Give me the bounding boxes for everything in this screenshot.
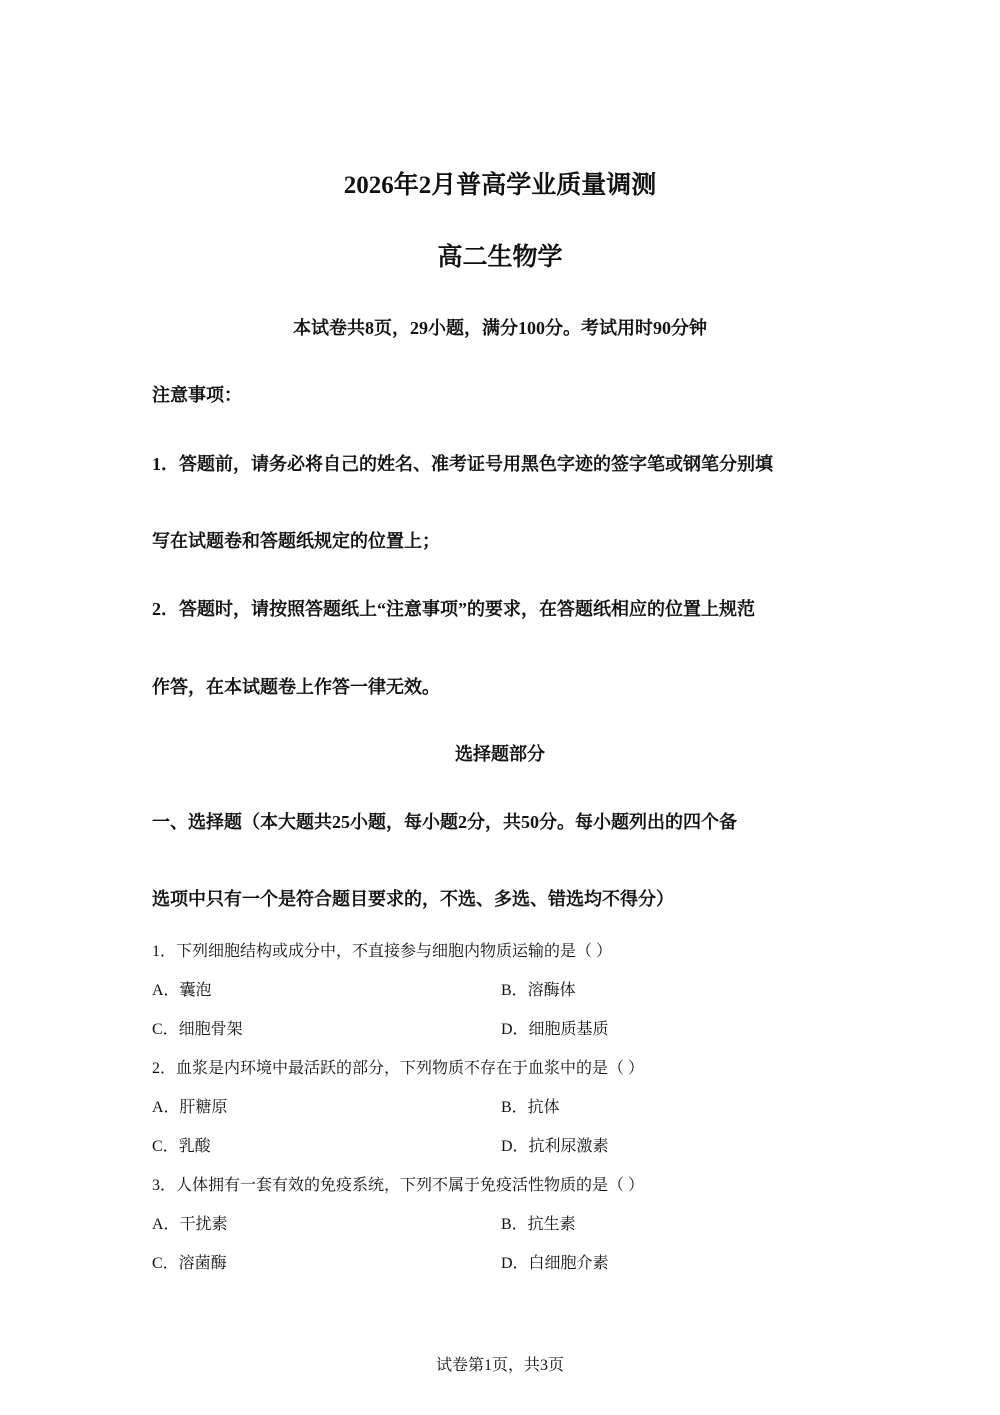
question-option: A．干扰素: [152, 1216, 228, 1233]
question-stem: 2．血浆是内环境中最活跃的部分，下列物质不存在于血浆中的是（ ）: [152, 1060, 645, 1077]
question-stem: 1．下列细胞结构或成分中，不直接参与细胞内物质运输的是（ ）: [152, 943, 613, 960]
question-option: A．囊泡: [152, 982, 212, 999]
question-option: D．白细胞介素: [501, 1255, 609, 1272]
page-footer: 试卷第1页，共3页: [435, 1357, 564, 1374]
exam-title: 2026年2月普高学业质量调测: [343, 172, 657, 199]
section-part-title: 选择题部分: [455, 744, 545, 764]
question-option: C．乳酸: [152, 1138, 211, 1155]
notice-line: 1．答题前，请务必将自己的姓名、准考证号用黑色字迹的签字笔或钢笔分别填: [152, 454, 773, 474]
question-stem: 3．人体拥有一套有效的免疫系统，下列不属于免疫活性物质的是（ ）: [152, 1177, 645, 1194]
section-heading-line: 一、选择题（本大题共25小题，每小题2分，共50分。每小题列出的四个备: [152, 812, 737, 832]
notice-line: 作答，在本试题卷上作答一律无效。: [152, 677, 440, 697]
question-option: B．抗体: [501, 1099, 560, 1116]
question-option: B．抗生素: [501, 1216, 576, 1233]
section-heading-line: 选项中只有一个是符合题目要求的，不选、多选、错选均不得分）: [152, 889, 674, 909]
question-option: C．细胞骨架: [152, 1021, 243, 1038]
notice-line: 写在试题卷和答题纸规定的位置上；: [152, 531, 440, 551]
notice-heading: 注意事项：: [152, 385, 242, 405]
question-option: D．细胞质基质: [501, 1021, 609, 1038]
question-option: D．抗利尿激素: [501, 1138, 609, 1155]
exam-subject: 高二生物学: [437, 244, 563, 271]
question-option: B．溶酶体: [501, 982, 576, 999]
question-option: C．溶菌酶: [152, 1255, 227, 1272]
notice-line: 2．答题时，请按照答题纸上“注意事项”的要求，在答题纸相应的位置上规范: [152, 599, 755, 619]
exam-info: 本试卷共8页，29小题，满分100分。考试用时90分钟: [293, 318, 707, 338]
question-option: A．肝糖原: [152, 1099, 228, 1116]
